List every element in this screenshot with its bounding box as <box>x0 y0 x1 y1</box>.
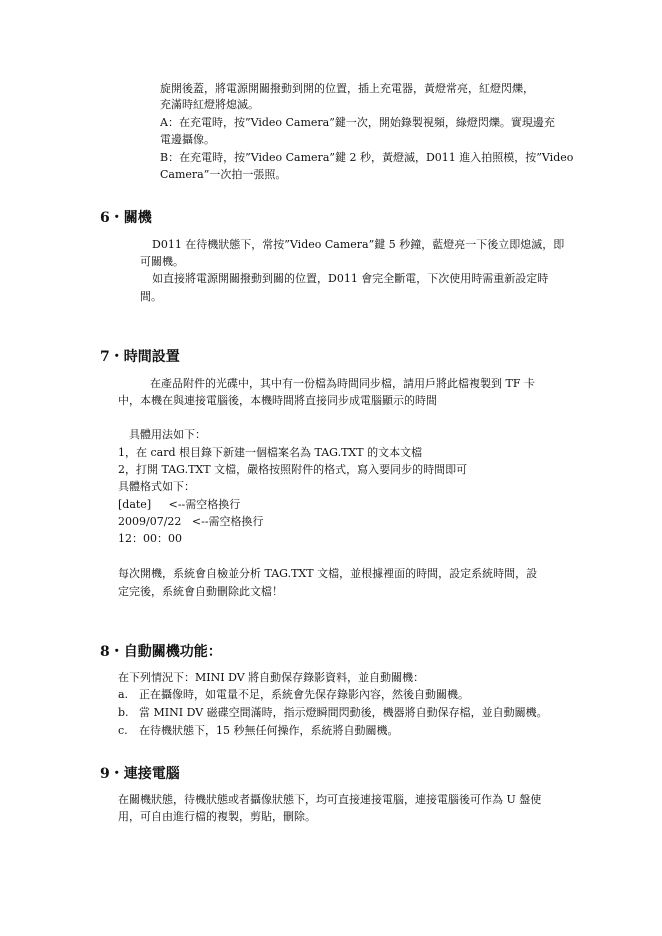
section8-intro: 在下列情況下：MINI DV 將自動保存錄影資料，並自動關機： <box>118 671 425 684</box>
section9-heading <box>100 765 180 783</box>
section7-outro-line2: 定完後，系統會自動刪除此文檔！ <box>118 585 283 598</box>
section7-heading <box>100 348 180 366</box>
section8-item-b-text: 當 MINI DV 磁碟空間滿時，指示燈瞬間閃動後，機器將自動保存檔，並自動關機。 <box>139 706 548 719</box>
section8-title: 自動關機功能： <box>123 644 222 660</box>
section7-format-line1: [date] <--需空格換行 <box>118 498 241 511</box>
section8-item-a-marker: a. <box>118 688 129 701</box>
charging-item-b-line2: Camera”一次拍一張照。 <box>160 168 287 181</box>
section7-format-line3: 12：00：00 <box>118 532 182 545</box>
section8-item-a-text: 正在攝像時，如電量不足，系統會先保存錄影內容，然後自動關機。 <box>139 688 469 701</box>
section7-outro-line1: 每次開機，系統會自檢並分析 TAG.TXT 文檔，並根據裡面的時間，設定系統時間，設 <box>118 567 538 580</box>
heading-separator: ・ <box>109 766 124 782</box>
charging-intro-line1: 旋開後蓋，將電源開關撥動到開的位置，插上充電器，黃燈常亮，紅燈閃爍， <box>160 82 534 95</box>
section7-intro-line1: 在產品附件的光碟中，其中有一份檔為時間同步檔，請用戶將此檔複製到 TF 卡 <box>150 377 535 390</box>
section7-title: 時間設置 <box>123 349 180 365</box>
section9-line2: 用，可自由進行檔的複製，剪貼，刪除。 <box>118 810 316 823</box>
section8-item-b-marker: b. <box>118 706 129 719</box>
section8-item-c-text: 在待機狀態下，15 秒無任何操作，系統將自動關機。 <box>139 724 399 737</box>
charging-item-b-line1: B：在充電時，按”Video Camera”鍵 2 秒，黃燈滅，D011 進入拍照模，按”Video <box>160 151 574 164</box>
section6-p1-line2: 可關機。 <box>140 255 184 268</box>
section7-format-heading: 具體格式如下： <box>118 480 195 493</box>
section7-format-line2: 2009/07/22 <--需空格換行 <box>118 515 264 528</box>
charging-intro-line2: 充滿時紅燈將熄滅。 <box>160 98 259 111</box>
charging-item-a-line2: 電邊攝像。 <box>160 133 215 146</box>
section9-line1: 在關機狀態，待機狀態或者攝像狀態下，均可直接連接電腦，連接電腦後可作為 U 盤使 <box>118 793 542 806</box>
section6-heading <box>100 209 152 227</box>
heading-separator: ・ <box>109 349 124 365</box>
section8-number: 8 <box>100 644 110 660</box>
section7-intro-line2: 中，本機在與連接電腦後，本機時間將直接同步成電腦顯示的時間 <box>118 394 437 407</box>
charging-item-a-line1: A：在充電時，按”Video Camera”鍵一次，開始錄製視頻，綠燈閃爍。實現邊充 <box>160 116 555 129</box>
section6-p1-line1: D011 在待機狀態下，常按”Video Camera”鍵 5 秒鐘，藍燈亮一下後立即熄滅，即 <box>152 238 565 251</box>
section7-method-heading: 具體用法如下： <box>129 428 206 441</box>
heading-separator: ・ <box>109 644 124 660</box>
section9-title: 連接電腦 <box>123 766 180 782</box>
section8-item-c-marker: c. <box>118 724 128 737</box>
section6-p2-line2: 間。 <box>140 290 162 303</box>
section6-p2-line1: 如直接將電源開關撥動到關的位置，D011 會完全斷電，下次使用時需重新設定時 <box>152 272 549 285</box>
section9-number: 9 <box>100 766 110 782</box>
section7-number: 7 <box>100 349 110 365</box>
section6-title: 關機 <box>123 210 152 226</box>
section7-step2: 2，打開 TAG.TXT 文檔，嚴格按照附件的格式，寫入要同步的時間即可 <box>118 463 468 476</box>
heading-separator: ・ <box>109 210 124 226</box>
section8-heading <box>100 643 222 661</box>
section7-step1: 1，在 card 根目錄下新建一個檔案名為 TAG.TXT 的文本文檔 <box>118 446 423 459</box>
section6-number: 6 <box>100 210 110 226</box>
